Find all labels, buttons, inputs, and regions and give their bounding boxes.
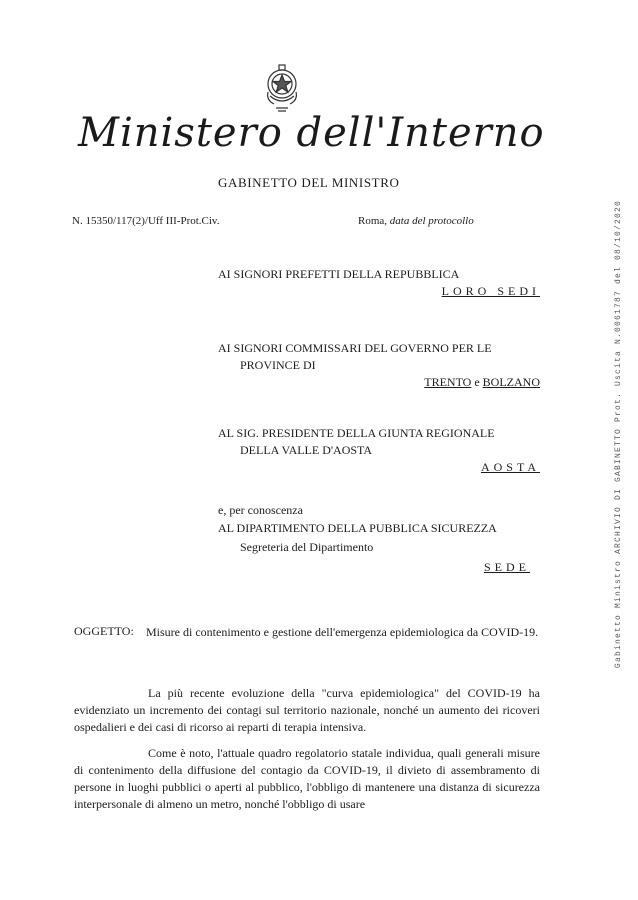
recipient-president — [218, 425, 540, 476]
recipient-line: AI SIGNORI PREFETTI DELLA REPUBBLICA — [218, 267, 460, 281]
recipient-line: AL SIG. PRESIDENTE DELLA GIUNTA REGIONALE — [218, 426, 495, 440]
recipient-destination: LORO SEDI — [441, 284, 540, 298]
recipient-destination-conj: e — [474, 375, 480, 389]
ministry-title: Ministero dell'Interno — [78, 110, 545, 156]
cc-department: AL DIPARTIMENTO DELLA PUBBLICA SICUREZZA — [218, 521, 497, 535]
recipient-line: PROVINCE DI — [240, 358, 316, 372]
italian-republic-emblem-icon — [262, 62, 302, 114]
protocol-number: N. 15350/117(2)/Uff III-Prot.Civ. — [72, 215, 220, 227]
office-name: GABINETTO DEL MINISTRO — [218, 175, 400, 190]
recipient-destination-bolzano: BOLZANO — [482, 375, 540, 389]
cc-office: Segreteria del Dipartimento — [240, 540, 374, 554]
place: Roma, — [358, 215, 388, 227]
body-paragraph: Come è noto, l'attuale quadro regolatorio statale individua, quali generali misure di contenimento della diffusione del contagio da COVID-19, il divieto di assembramento di persone in luoghi pubblici o aperti al pubblico, l'obbligo di mantenere una distanza di sicurezza interpersonale di almeno un metro, nonché l'obbligo di usare — [74, 746, 540, 811]
recipient-destination-trento: TRENTO — [424, 375, 472, 389]
protocol-stamp: Gabinetto Ministro ARCHIVIO DI GABINETTO Prot. Uscita N.0061787 del 08/10/2020 — [614, 200, 623, 669]
subject-label: OGGETTO: — [74, 624, 134, 638]
cc-destination: SEDE — [484, 560, 530, 574]
body-paragraph: La più recente evoluzione della "curva epidemiologica" del COVID-19 ha evidenziato un incremento dei contagi sul territorio nazionale, nonché un aumento dei ricoveri ospedalieri e dei casi di ricorso ai reparti di terapia intensiva. — [74, 686, 540, 734]
recipient-commissioners — [218, 340, 540, 391]
subject-text: Misure di contenimento e gestione dell'emergenza epidemiologica da COVID-19. — [146, 625, 539, 639]
recipient-line: AI SIGNORI COMMISSARI DEL GOVERNO PER LE — [218, 341, 492, 355]
cc-intro: e, per conoscenza — [218, 503, 303, 517]
date: data del protocollo — [389, 215, 474, 227]
recipient-destination: AOSTA — [480, 460, 540, 474]
place-date — [358, 215, 474, 227]
recipient-line: DELLA VALLE D'AOSTA — [240, 443, 373, 457]
recipient-prefects — [218, 266, 540, 300]
